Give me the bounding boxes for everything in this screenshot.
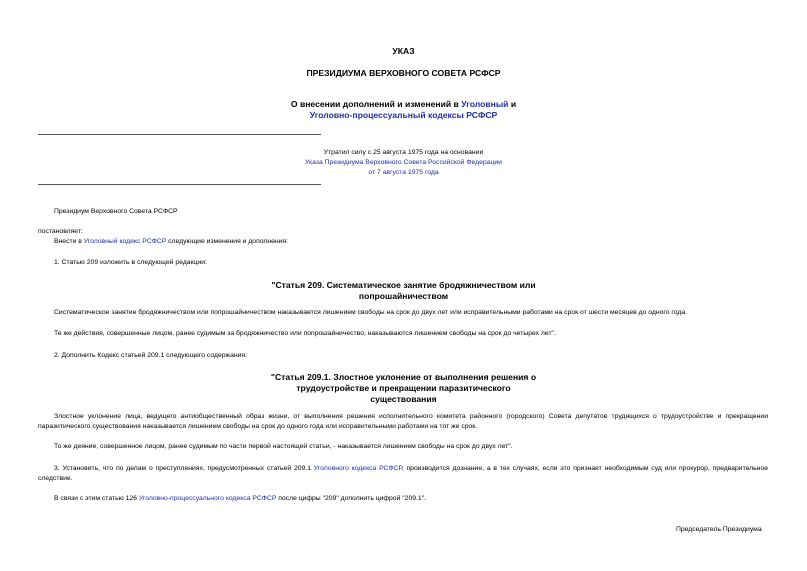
repeal-decree-link[interactable]: Указа Президиума Верховного Совета Российской Федерации [305,159,502,166]
item-4-suffix: после цифры "209" дополнить цифрой "209.1". [276,495,426,502]
document-title [0,99,807,110]
item-3-prefix: 3. Установить, что по делам о преступлениях, предусмотренных статьей 209.1 [54,465,314,472]
issuer-text: Президиум Верховного Совета РСФСР [54,208,178,215]
article-2091-title-line1: "Статья 209.1. Злостное уклонение от выполнения решения о [270,372,537,382]
status-note: Утратил силу с 25 августа 1975 года на основании [323,149,484,156]
title-prefix: О внесении дополнений и изменений в [290,99,462,109]
procedure-code-link[interactable]: Уголовно-процессуального кодекса РСФСР [138,495,277,502]
article-209-paragraph-2: Те же действия, совершенные лицом, ранее судимым за бродяжничество или попрошайничество, наказываются лишением свободы на срок до четырех лет". [54,330,556,337]
article-2091-p1-text: Злостное уклонение лица, ведущего антиобщественный образ жизни, от выполнения решения исполнительного комитета районного (городского) Совета депутатов трудящихся о трудоустройстве и прекращении паразитического существования наказывается лишением свободы на срок до одного года или исправительными работами на тот же срок. [38,413,768,430]
article-2091-title-line2: трудоустройстве и прекращении паразитического [296,383,511,393]
item-1: 1. Статью 209 изложить в следующей редакции: [54,259,207,266]
intro-prefix: Внести в [54,238,84,245]
top-divider [38,134,321,135]
item-4-prefix: В связи с этим статью 126 [54,495,139,502]
title-mid: и [508,99,517,109]
article-2091-title-line3: существования [370,394,437,404]
criminal-code-link[interactable]: Уголовный [461,99,509,109]
intro-paragraph [54,238,288,245]
signature-title: Председатель Президиума [676,526,762,533]
criminal-code-intro-link[interactable]: Уголовный кодекс РСФСР [83,238,167,245]
article-209-title-line2: попрошайничеством [358,291,449,301]
item-4 [54,495,426,502]
criminal-code-item3-link[interactable]: Уголовного кодекса РСФСР [313,465,402,472]
decree-heading: УКАЗ [392,46,415,56]
article-2091-paragraph-2: То же деяние, совершенное лицом, ранее судимым по части первой настоящей статьи, - наказывается лишением свободы на срок до двух лет". [54,443,513,450]
item-2: 2. Дополнить Кодекс статьей 209.1 следующего содержания: [54,352,247,359]
article-209-title-line1: "Статья 209. Систематическое занятие бродяжничеством или [271,280,536,290]
item-3-suffix: , производится дознание, а в тех случаях, если это признает необходимым суд или прокурор, предварительное следствие. [38,465,768,482]
repeal-decree-date-link[interactable]: от 7 августа 1975 года [368,169,439,176]
intro-suffix: следующие изменения и дополнения: [166,238,289,245]
article-2091-paragraph-1 [38,412,768,432]
item-3 [38,464,768,484]
decree-issuer-heading: ПРЕЗИДИУМА ВЕРХОВНОГО СОВЕТА РСФСР [306,68,501,78]
bottom-divider [38,184,321,185]
procedure-codes-link[interactable]: Уголовно-процессуальный кодексы РСФСР [309,110,498,120]
article-209-paragraph-1: Систематическое занятие бродяжничеством или попрошайничеством наказывается лишением свободы на срок до двух лет или исправительными работами на срок от шести месяцев до одного года. [54,309,687,316]
decrees-text: постановляет: [38,228,83,235]
